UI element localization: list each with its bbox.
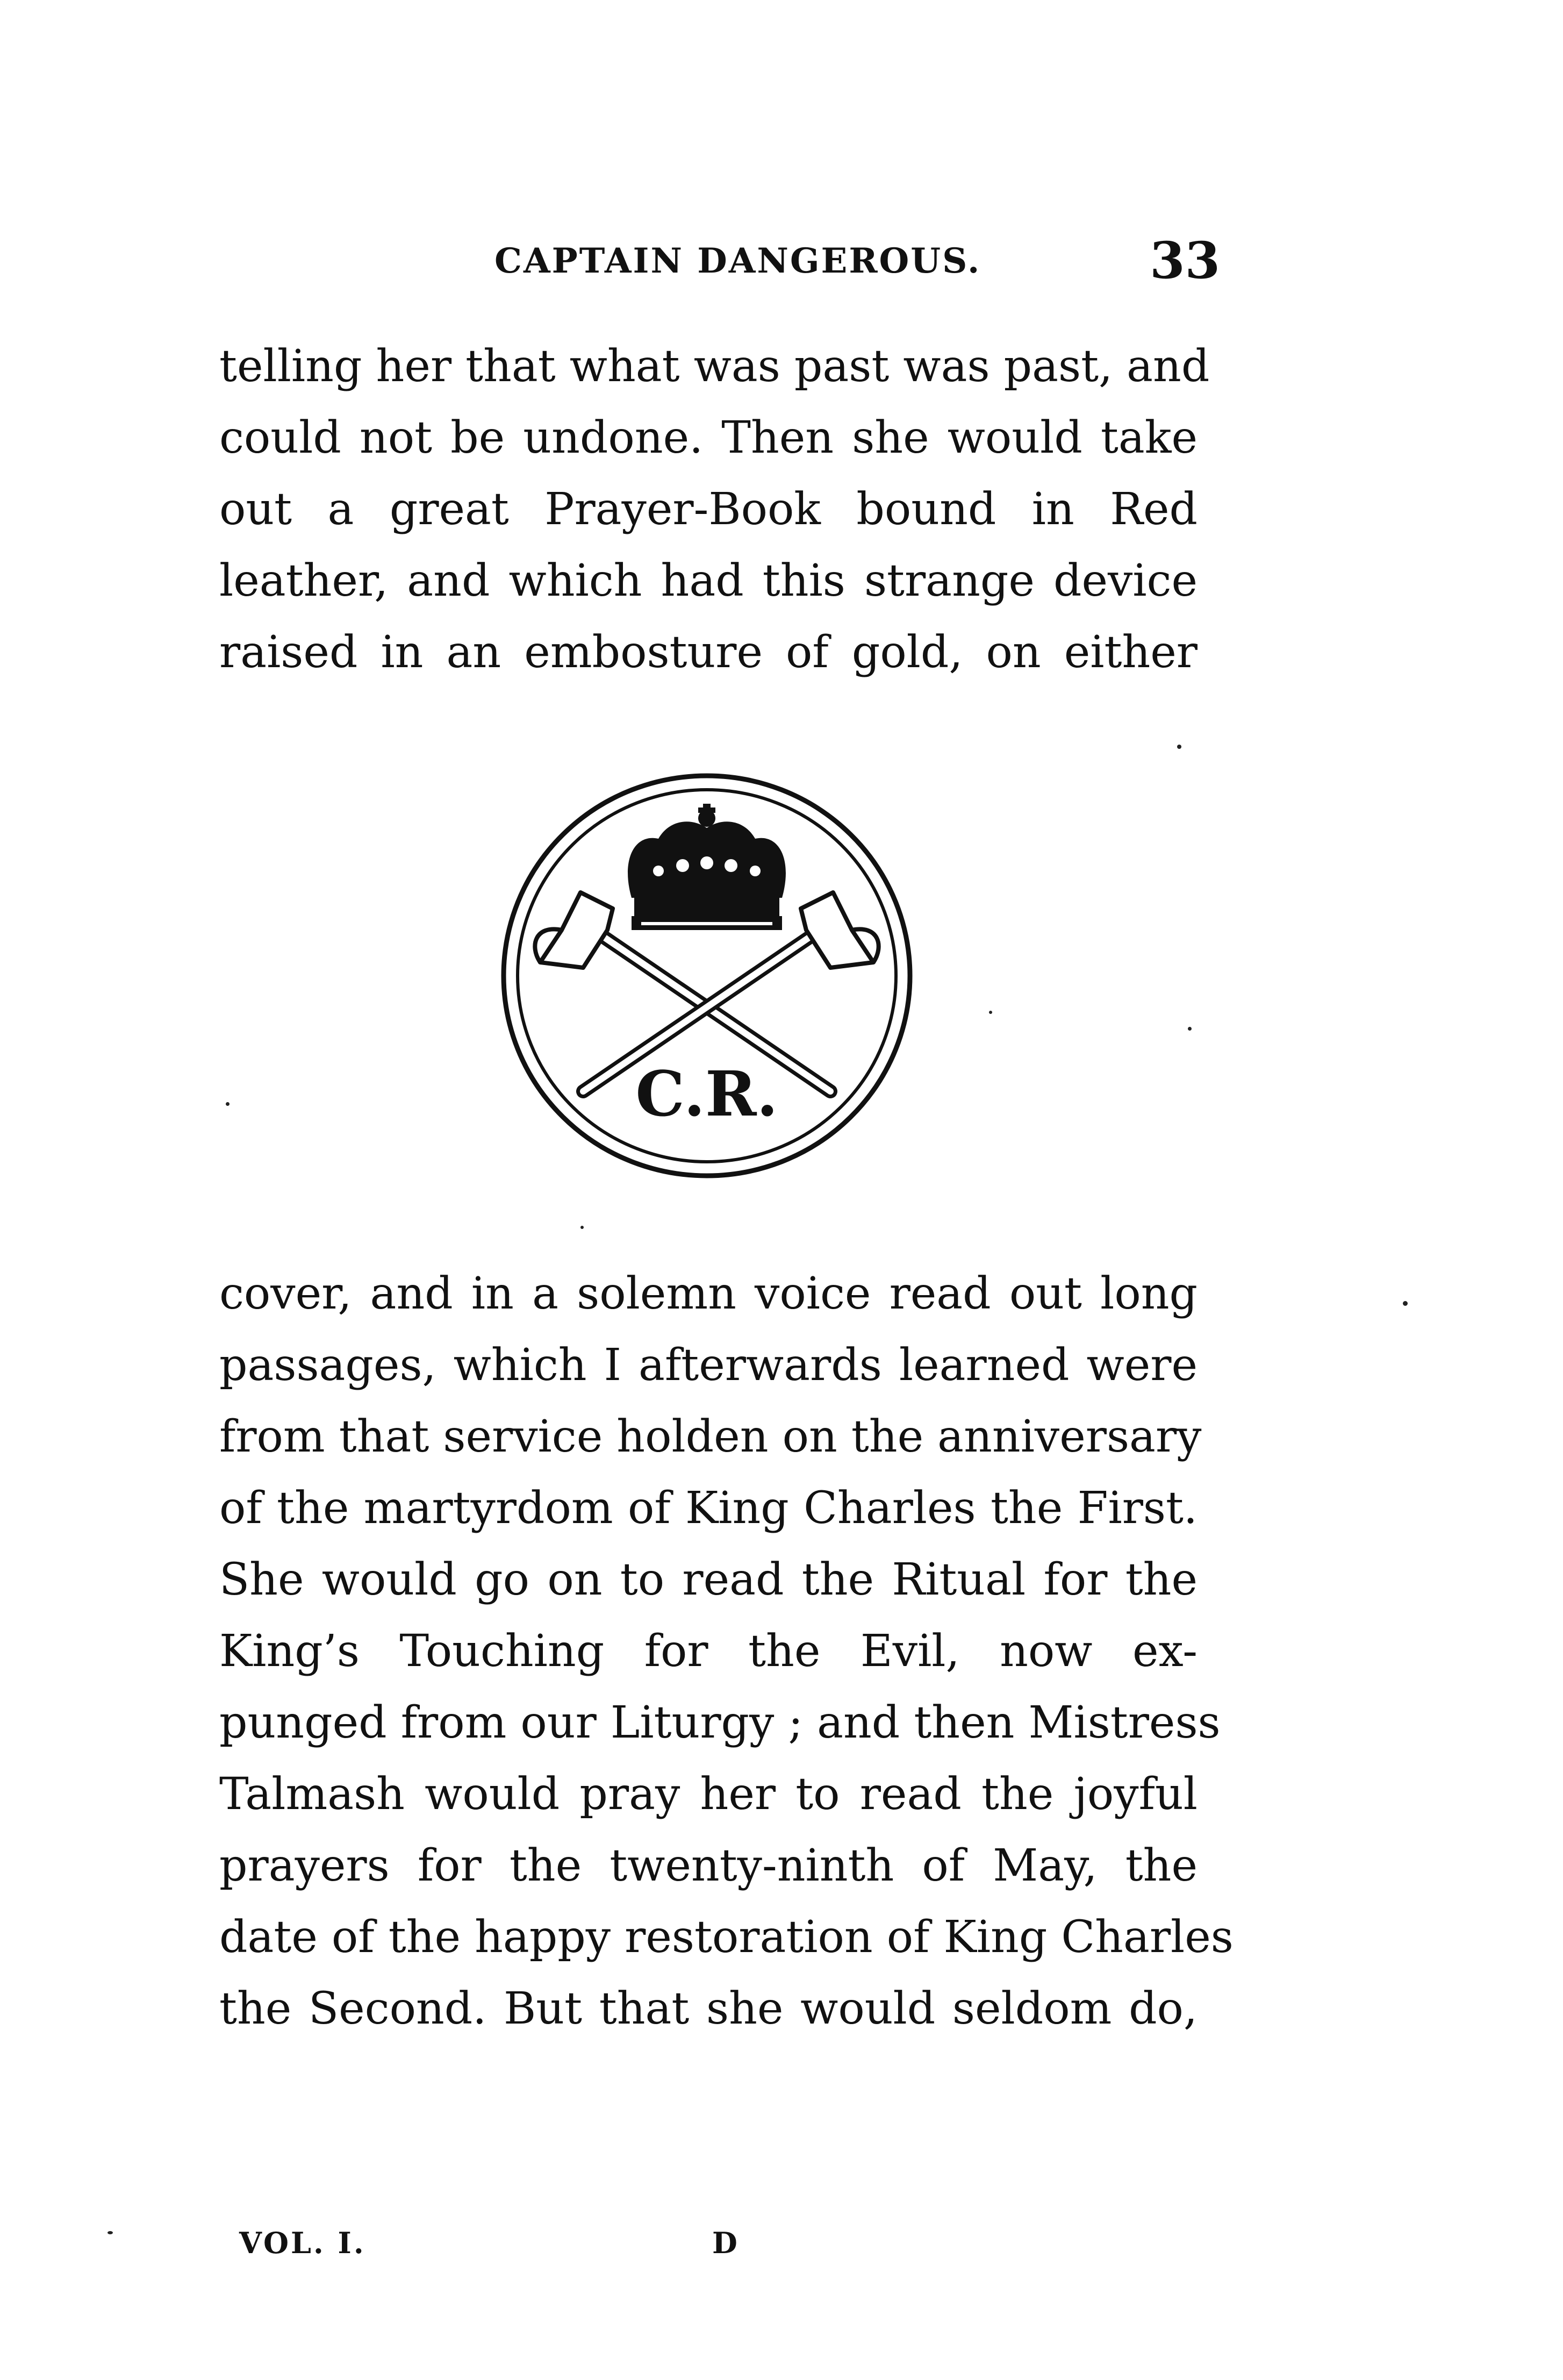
body-text-bottom	[219, 1258, 1234, 2045]
signature-mark: D	[712, 2226, 740, 2260]
running-title: CAPTAIN DANGEROUS.	[494, 241, 981, 281]
scan-speck	[580, 1226, 584, 1229]
text-line: telling her that what was past was past, and	[219, 341, 1210, 392]
text-line: of the martyrdom of King Charles the First.	[219, 1483, 1198, 1534]
text-line: She would go on to read the Ritual for the	[219, 1554, 1198, 1605]
text-line: raised in an embosture of gold, on either	[219, 627, 1198, 678]
text-line: cover, and in a solemn voice read out long	[219, 1268, 1198, 1319]
volume-label: VOL. I.	[239, 2226, 366, 2260]
royal-emblem-illustration	[497, 769, 916, 1183]
scan-speck	[1403, 1301, 1408, 1306]
text-line: date of the happy restoration of King Charles	[219, 1912, 1234, 1963]
emblem-svg	[497, 769, 916, 1183]
text-line: punged from our Liturgy ; and then Mistress	[219, 1697, 1221, 1748]
crown-icon	[628, 804, 786, 930]
scan-speck	[107, 2231, 113, 2234]
scan-speck	[1177, 745, 1181, 749]
scan-speck	[226, 1102, 230, 1106]
text-line: Talmash would pray her to read the joyful	[219, 1769, 1198, 1820]
emblem-initials: C.R.	[635, 1058, 778, 1131]
scan-speck	[989, 1011, 992, 1014]
scan-speck	[1188, 1027, 1192, 1031]
page-number: 33	[1150, 231, 1220, 290]
body-text-top	[219, 331, 1210, 688]
text-line: leather, and which had this strange device	[219, 555, 1198, 606]
page-header	[494, 231, 1220, 290]
text-line: the Second. But that she would seldom do,	[219, 1983, 1198, 2034]
text-line: could not be undone. Then she would take	[219, 412, 1198, 463]
text-line: prayers for the twenty-ninth of May, the	[219, 1840, 1198, 1891]
text-line: from that service holden on the anniversary	[219, 1411, 1202, 1462]
text-line: passages, which I afterwards learned were	[219, 1340, 1198, 1391]
text-line: King’s Touching for the Evil, now ex-	[219, 1626, 1198, 1677]
text-line: out a great Prayer-Book bound in Red	[219, 484, 1198, 535]
